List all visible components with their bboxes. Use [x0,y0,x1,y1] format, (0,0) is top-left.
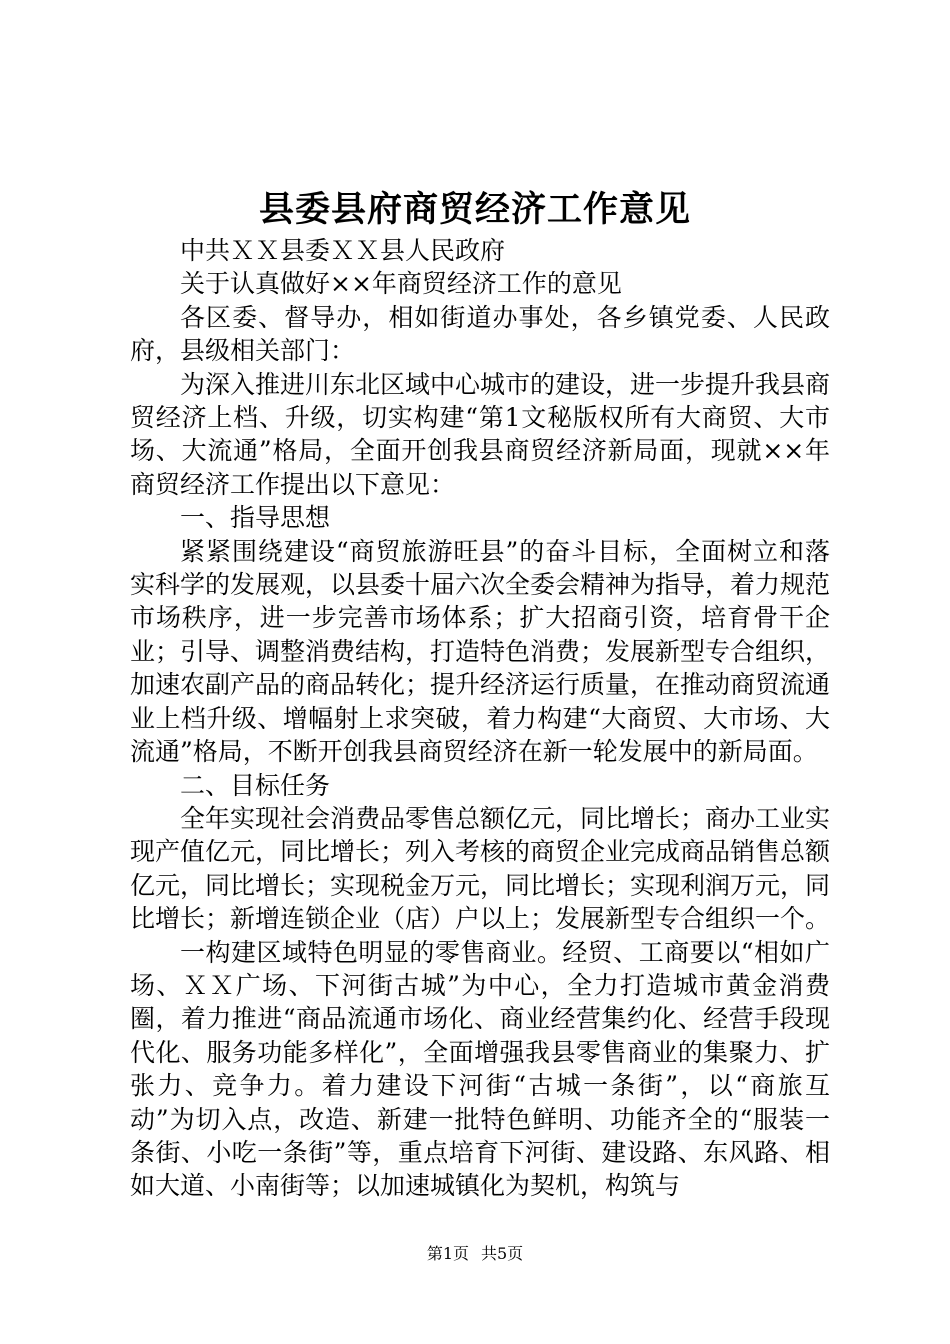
page-footer [0,1243,950,1265]
page-number: 第1页 [426,1244,469,1263]
section-heading-targets: 二、目标任务 [180,770,331,800]
page-total: 共5页 [481,1244,524,1263]
retail-paragraph: 一构建区域特色明显的零售商业。经贸、工商要以“相如广场、ＸＸ广场、下河街古城”为中心，全力打造城市黄金消费圈，着力推进“商品流通市场化、商业经营集约化、经营手段现代化、服务功能多样化”，全面增强我县零售商业的集聚力、扩张力、竞争力。着力建设下河街“古城一条街”，以“商旅互动”为切入点，改造、新建一批特色鲜明、功能齐全的“服装一条街、小吃一条街”等，重点培育下河街、建设路、东风路、相如大道、小南街等；以加速城镇化为契机，构筑与 [130,937,830,1201]
section-heading-guiding-thought: 一、指导思想 [180,503,331,533]
intro-paragraph: 为深入推进川东北区域中心城市的建设，进一步提升我县商贸经济上档、升级，切实构建“第1文秘版权所有大商贸、大市场、大流通”格局，全面开创我县商贸经济新局面，现就××年商贸经济工作提出以下意见： [130,369,831,499]
targets-paragraph: 全年实现社会消费品零售总额亿元，同比增长；商办工业实现产值亿元，同比增长；列入考核的商贸企业完成商品销售总额亿元，同比增长；实现税金万元，同比增长；实现利润万元，同比增长；新增连锁企业（店）户以上；发展新型专合组织一个。 [130,803,831,934]
issuer-line: 中共ＸＸ县委ＸＸ县人民政府 [180,236,506,265]
addressee-paragraph: 各区委、督导办，相如街道办事处，各乡镇党委、人民政府，县级相关部门： [130,302,830,366]
document-title: 县委县府商贸经济工作意见 [258,189,691,230]
document-body [130,234,830,1203]
guiding-thought-paragraph: 紧紧围绕建设“商贸旅游旺县”的奋斗目标，全面树立和落实科学的发展观，以县委十届六次全委会精神为指导，着力规范市场秩序，进一步完善市场体系；扩大招商引资，培育骨干企业；引导、调整消费结构，打造特色消费；发展新型专合组织，加速农副产品的商品转化；提升经济运行质量，在推动商贸流通业上档升级、增幅射上求突破，着力构建“大商贸、大市场、大流通”格局，不断开创我县商贸经济在新一轮发展中的新局面。 [130,536,831,767]
subject-line: 关于认真做好××年商贸经济工作的意见 [180,269,622,299]
